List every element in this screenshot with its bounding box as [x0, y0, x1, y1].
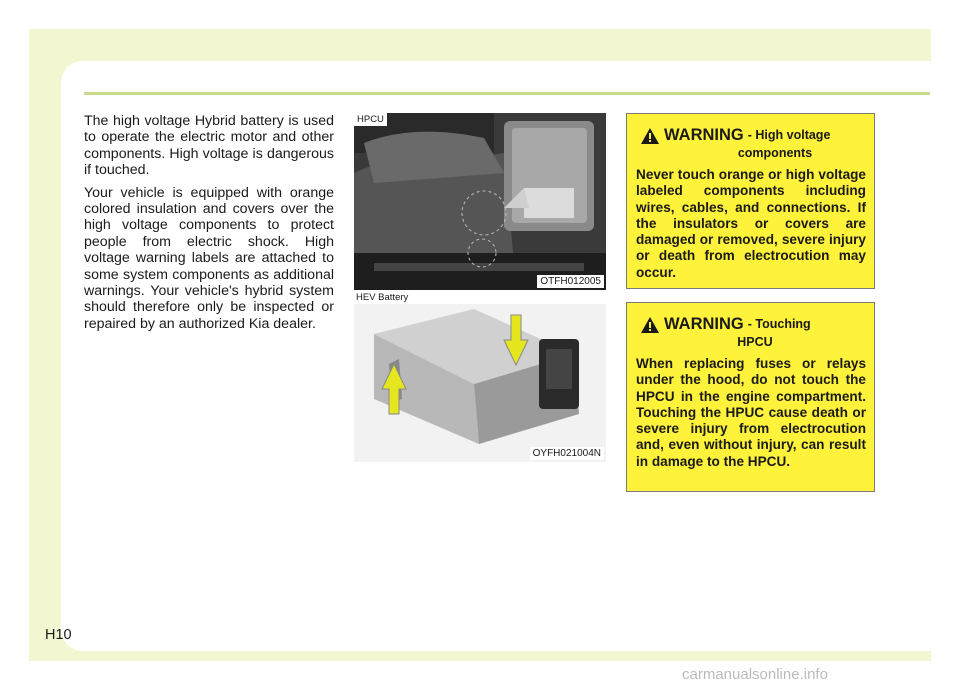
hpcu-photo-illustration [354, 113, 606, 290]
warning-title-line2: HPCU [737, 335, 773, 349]
header-rule [84, 92, 930, 95]
hev-battery-illustration [354, 304, 606, 462]
warning-text: Never touch orange or high voltage labeled components including wires, cables, and connections. If the insulators or covers are damaged or removed, severe injury or death from electrocution may occur. [636, 167, 866, 280]
body-paragraph-1: The high voltage Hybrid battery is used to operate the electric motor and other components. High voltage is dangerous if touched. [84, 113, 334, 179]
warning-title: - Touching [747, 317, 811, 331]
warning-triangle-icon [640, 127, 660, 145]
hev-battery-label: HEV Battery [356, 292, 409, 303]
watermark: carmanualsonline.info [682, 666, 828, 683]
warning-text: When replacing fuses or relays under the hood, do not touch the HPCU in the engine compartment. Touching the HPUC cause death or severe injury from electrocution and, even without injury, can result in damage to the HPCU. [636, 356, 866, 469]
hev-battery-photo [354, 304, 606, 462]
warning-box-touching-hpcu [626, 302, 875, 492]
page-number: H10 [45, 627, 72, 643]
body-text [84, 113, 334, 338]
warning-word: WARNING [664, 315, 744, 333]
hpcu-photo [354, 113, 606, 290]
hpcu-figure-code: OTFH012005 [537, 275, 604, 288]
hpcu-label: HPCU [354, 113, 387, 126]
warning-heading [640, 315, 866, 334]
warning-box-high-voltage [626, 113, 875, 289]
warning-title-line2: components [737, 146, 813, 160]
warning-title: - High voltage [747, 128, 831, 142]
warning-triangle-icon [640, 316, 660, 334]
hev-battery-figure-code: OYFH021004N [530, 447, 604, 460]
warning-word: WARNING [664, 126, 744, 144]
body-paragraph-2: Your vehicle is equipped with orange colored insulation and covers over the high voltage components to protect people from electric shock. High voltage warning labels are attached to some system components as additional warnings. Your vehicle's hybrid system should therefore only be inspected or repaired by an authorized Kia dealer. [84, 184, 334, 332]
warning-heading [640, 126, 866, 145]
